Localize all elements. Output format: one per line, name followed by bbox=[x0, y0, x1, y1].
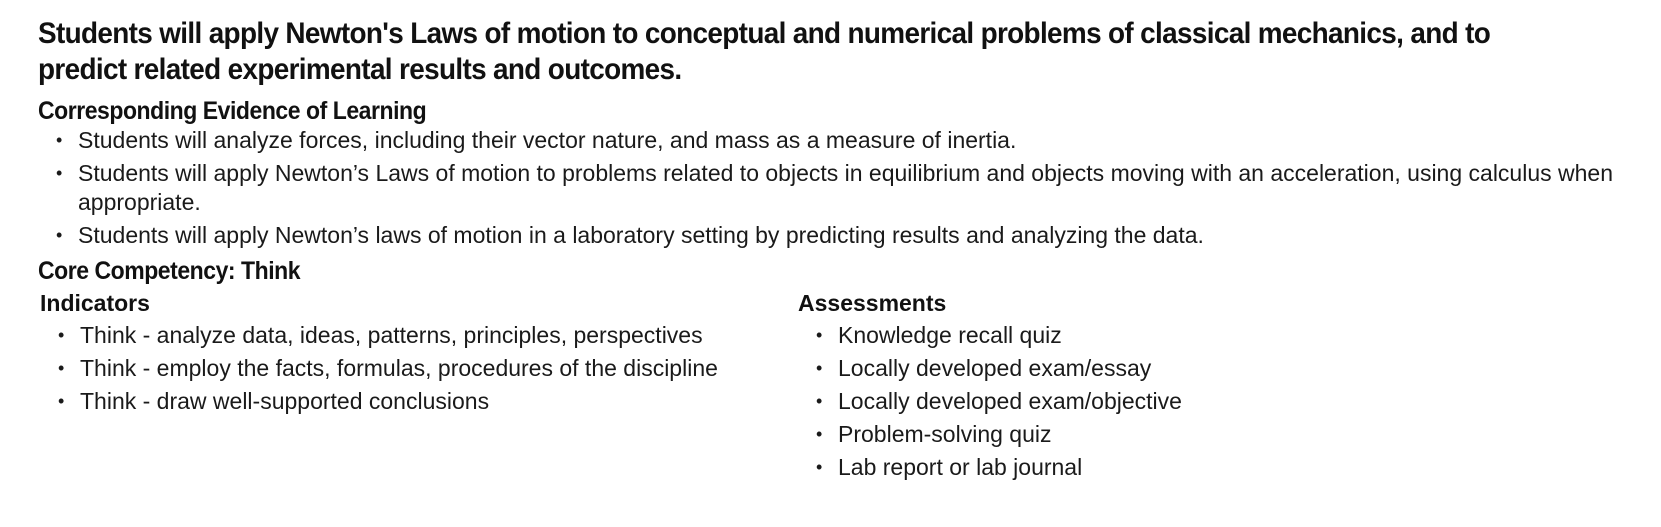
assessment-item bbox=[798, 387, 1558, 416]
bullet-icon: • bbox=[816, 391, 823, 411]
bullet-icon: • bbox=[816, 457, 823, 477]
indicator-item bbox=[40, 321, 798, 350]
assessment-item-text: Knowledge recall quiz bbox=[838, 322, 1062, 348]
indicator-item bbox=[40, 354, 798, 383]
evidence-heading: Corresponding Evidence of Learning bbox=[38, 97, 427, 125]
indicator-item-text: Think - analyze data, ideas, patterns, principles, perspectives bbox=[80, 322, 703, 348]
evidence-item bbox=[38, 159, 1621, 217]
evidence-item bbox=[38, 126, 1621, 155]
indicators-column bbox=[38, 288, 798, 486]
assessment-item bbox=[798, 453, 1558, 482]
indicator-item bbox=[40, 387, 798, 416]
evidence-item-text: Students will analyze forces, including their vector nature, and mass as a measure of inertia. bbox=[78, 127, 1017, 153]
bullet-icon: • bbox=[56, 225, 63, 245]
assessment-item bbox=[798, 321, 1558, 350]
bullet-icon: • bbox=[816, 424, 823, 444]
competency-columns bbox=[38, 288, 1621, 486]
evidence-item bbox=[38, 221, 1621, 250]
outcome-title: Students will apply Newton's Laws of motion to conceptual and numerical problems of classical mechanics, and to predict related experimental results and outcomes. bbox=[38, 17, 1491, 86]
bullet-icon: • bbox=[56, 130, 63, 150]
indicators-list bbox=[40, 321, 798, 416]
assessment-item-text: Lab report or lab journal bbox=[838, 454, 1083, 480]
indicators-heading: Indicators bbox=[40, 290, 150, 316]
assessment-item bbox=[798, 354, 1558, 383]
indicator-item-text: Think - draw well-supported conclusions bbox=[80, 388, 490, 414]
evidence-item-text: Students will apply Newton’s laws of motion in a laboratory setting by predicting results and analyzing the data. bbox=[78, 222, 1204, 248]
assessments-heading: Assessments bbox=[798, 290, 947, 316]
assessments-column bbox=[798, 288, 1558, 486]
assessment-item-text: Locally developed exam/essay bbox=[838, 355, 1152, 381]
evidence-list bbox=[38, 126, 1621, 250]
bullet-icon: • bbox=[816, 358, 823, 378]
evidence-item-text: Students will apply Newton’s Laws of motion to problems related to objects in equilibrium and objects moving with an acceleration, using calculus when appropriate. bbox=[78, 160, 1614, 215]
assessment-item-text: Locally developed exam/objective bbox=[838, 388, 1182, 414]
bullet-icon: • bbox=[58, 358, 65, 378]
competency-heading: Core Competency: Think bbox=[38, 257, 301, 285]
bullet-icon: • bbox=[56, 163, 63, 183]
assessment-item bbox=[798, 420, 1558, 449]
assessment-item-text: Problem-solving quiz bbox=[838, 421, 1052, 447]
bullet-icon: • bbox=[58, 391, 65, 411]
bullet-icon: • bbox=[816, 325, 823, 345]
indicator-item-text: Think - employ the facts, formulas, procedures of the discipline bbox=[80, 355, 718, 381]
assessments-list bbox=[798, 321, 1558, 482]
bullet-icon: • bbox=[58, 325, 65, 345]
